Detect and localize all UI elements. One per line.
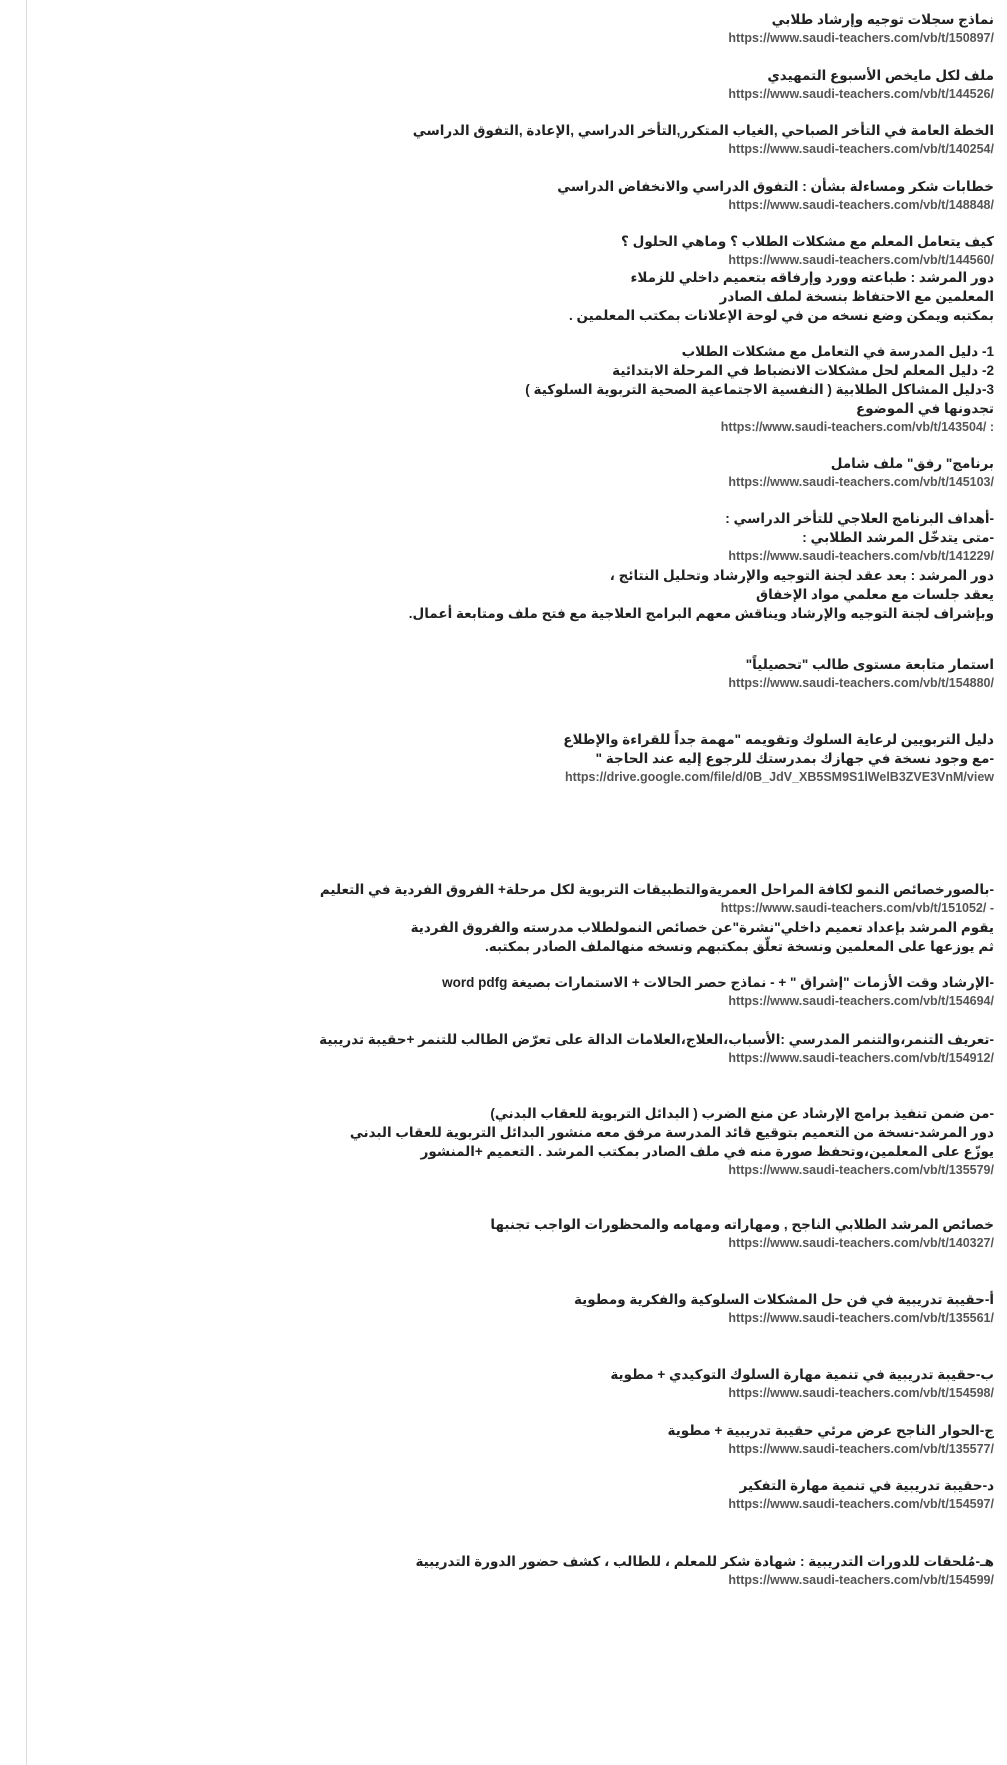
post-text-line: كيف يتعامل المعلم مع مشكلات الطلاب ؟ وماهي الحلول ؟	[621, 234, 994, 249]
post-text-line: برنامج" رفق" ملف شامل	[830, 456, 994, 471]
post-text-line: الخطة العامة في التأخر الصباحي ,الغياب المتكرر,التأخر الدراسي ,الإعادة ,التفوق الدراسي	[412, 123, 994, 138]
post-link[interactable]: https://www.saudi-teachers.com/vb/t/151052/ -	[720, 901, 994, 915]
post-link[interactable]: https://www.saudi-teachers.com/vb/t/154694/	[728, 994, 994, 1008]
post-link[interactable]: https://www.saudi-teachers.com/vb/t/148848/	[728, 198, 994, 212]
post-text-line: -تعريف التنمر،والتنمر المدرسي :الأسباب،العلاج،العلامات الدالة على تعرّض الطالب للتنمر +حقيبة تدريبية	[319, 1032, 994, 1047]
post-text-line: يوزّع على المعلمين،وتحفظ صورة منه في ملف الصادر بمكتب المرشد . التعميم +المنشور	[420, 1144, 994, 1159]
post-link[interactable]: https://drive.google.com/file/d/0B_JdV_XB5SM9S1lWelB3ZVE3VnM/view	[564, 770, 994, 784]
post-link[interactable]: https://www.saudi-teachers.com/vb/t/154880/	[728, 676, 994, 690]
post-text-line: خطابات شكر ومساءلة بشأن : التفوق الدراسي والانخفاض الدراسي	[557, 179, 994, 194]
post-text-line: تجدونها في الموضوع	[856, 401, 994, 416]
post-text-line: خصائص المرشد الطلابي الناجح , ومهاراته ومهامه والمحظورات الواجب تجنبها	[490, 1217, 994, 1232]
post-text-line: بمكتبه ويمكن وضع نسخه من في لوحة الإعلانات بمكتب المعلمين .	[569, 308, 994, 323]
post-text-line: نماذج سجلات توجيه وإرشاد طلابي	[771, 12, 994, 27]
post-link[interactable]: https://www.saudi-teachers.com/vb/t/140254/	[728, 142, 994, 156]
post-text-line: 3-دليل المشاكل الطلابية ( النفسية الاجتماعية الصحية التربوية السلوكية )	[525, 382, 994, 397]
post-text-line: دور المرشد : بعد عقد لجنة التوجيه والإرشاد وتحليل النتائج ،	[609, 568, 994, 583]
post-text-line: د-حقيبة تدريبية في تنمية مهارة التفكير	[739, 1478, 994, 1493]
post-link[interactable]: https://www.saudi-teachers.com/vb/t/144560/	[728, 253, 994, 267]
post-text-line: دليل التربويين لرعاية السلوك وتقويمه "مهمة جداً للقراءة والإطلاع	[563, 732, 994, 747]
post-link[interactable]: https://www.saudi-teachers.com/vb/t/154599/	[728, 1573, 994, 1587]
post-text-line: أ-حقيبة تدريبية في فن حل المشكلات السلوكية والفكرية ومطوية	[573, 1292, 994, 1307]
post-text-line: 2- دليل المعلم لحل مشكلات الانضباط في المرحلة الابتدائية	[612, 363, 994, 378]
post-text-line: ملف لكل مايخص الأسبوع التمهيدي	[767, 68, 994, 83]
post-text-line: المعلمين مع الاحتفاظ بنسخة لملف الصادر	[719, 289, 994, 304]
post-text-line: -متى يتدخّل المرشد الطلابي :	[802, 530, 994, 545]
post-text-line: ج-الحوار الناجح عرض مرئي حقيبة تدريبية + مطوية	[667, 1423, 994, 1438]
post-text-line: 1- دليل المدرسة في التعامل مع مشكلات الطلاب	[681, 344, 994, 359]
post-text-line: -أهداف البرنامج العلاجي للتأخر الدراسي :	[725, 511, 994, 526]
post-text-line: -بالصورخصائص النمو لكافة المراحل العمريةوالتطبيقات التربوية لكل مرحلة+ الفروق الفردية في التعليم	[319, 882, 994, 897]
post-text-line: -مع وجود نسخة في جهازك بمدرستك للرجوع إليه عند الحاجة "	[595, 751, 994, 766]
post-link[interactable]: https://www.saudi-teachers.com/vb/t/150897/	[728, 31, 994, 45]
post-link[interactable]: https://www.saudi-teachers.com/vb/t/140327/	[728, 1236, 994, 1250]
post-text-line: ب-حقيبة تدريبية في تنمية مهارة السلوك التوكيدي + مطوية	[610, 1367, 994, 1382]
post-link[interactable]: https://www.saudi-teachers.com/vb/t/144526/	[728, 87, 994, 101]
post-text-line: دور المرشد : طباعته وورد وإرفاقه بتعميم داخلي للزملاء	[630, 270, 994, 285]
post-text-line: يقوم المرشد بإعداد تعميم داخلي"نشرة"عن خصائص النمولطلاب مدرسته والفروق الفردية	[410, 920, 994, 935]
post-link[interactable]: https://www.saudi-teachers.com/vb/t/145103/	[728, 475, 994, 489]
post-link[interactable]: https://www.saudi-teachers.com/vb/t/143504/ :	[720, 420, 994, 434]
post-link[interactable]: https://www.saudi-teachers.com/vb/t/154912/	[728, 1051, 994, 1065]
post-text-line: -الإرشاد وقت الأزمات "إشراق " + - نماذج حصر الحالات + الاستمارات بصيغة word pdfg	[442, 975, 994, 990]
post-link[interactable]: https://www.saudi-teachers.com/vb/t/135561/	[728, 1311, 994, 1325]
post-link[interactable]: https://www.saudi-teachers.com/vb/t/135579/	[728, 1163, 994, 1177]
post-link[interactable]: https://www.saudi-teachers.com/vb/t/135577/	[728, 1442, 994, 1456]
post-link[interactable]: https://www.saudi-teachers.com/vb/t/154597/	[728, 1497, 994, 1511]
post-text-line: -من ضمن تنفيذ برامج الإرشاد عن منع الضرب ( البدائل التربوية للعقاب البدني)	[490, 1106, 994, 1121]
post-link[interactable]: https://www.saudi-teachers.com/vb/t/154598/	[728, 1386, 994, 1400]
post-text-line: وبإشراف لجنة التوجيه والإرشاد ويناقش معهم البرامج العلاجية مع فتح ملف ومتابعة أعمال.	[408, 606, 994, 621]
post-text-line: هـ-مُلحقات للدورات التدريبية : شهادة شكر للمعلم ، للطالب ، كشف حضور الدورة التدريبية	[415, 1554, 994, 1569]
post-body	[26, 0, 1001, 1765]
post-text-line: يعقد جلسات مع معلمي مواد الإخفاق	[756, 587, 994, 602]
post-text-line: ثم يوزعها على المعلمين ونسخة تعلّق بمكتبهم ونسخه منهالملف الصادر بمكتبه.	[485, 939, 994, 954]
post-text-line: دور المرشد-نسخة من التعميم بتوقيع قائد المدرسة مرفق معه منشور البدائل التربوية للعقاب البدني	[349, 1125, 994, 1140]
post-text-line: استمار متابعة مستوى طالب "تحصيلياً"	[745, 657, 994, 672]
post-link[interactable]: https://www.saudi-teachers.com/vb/t/141229/	[728, 549, 994, 563]
